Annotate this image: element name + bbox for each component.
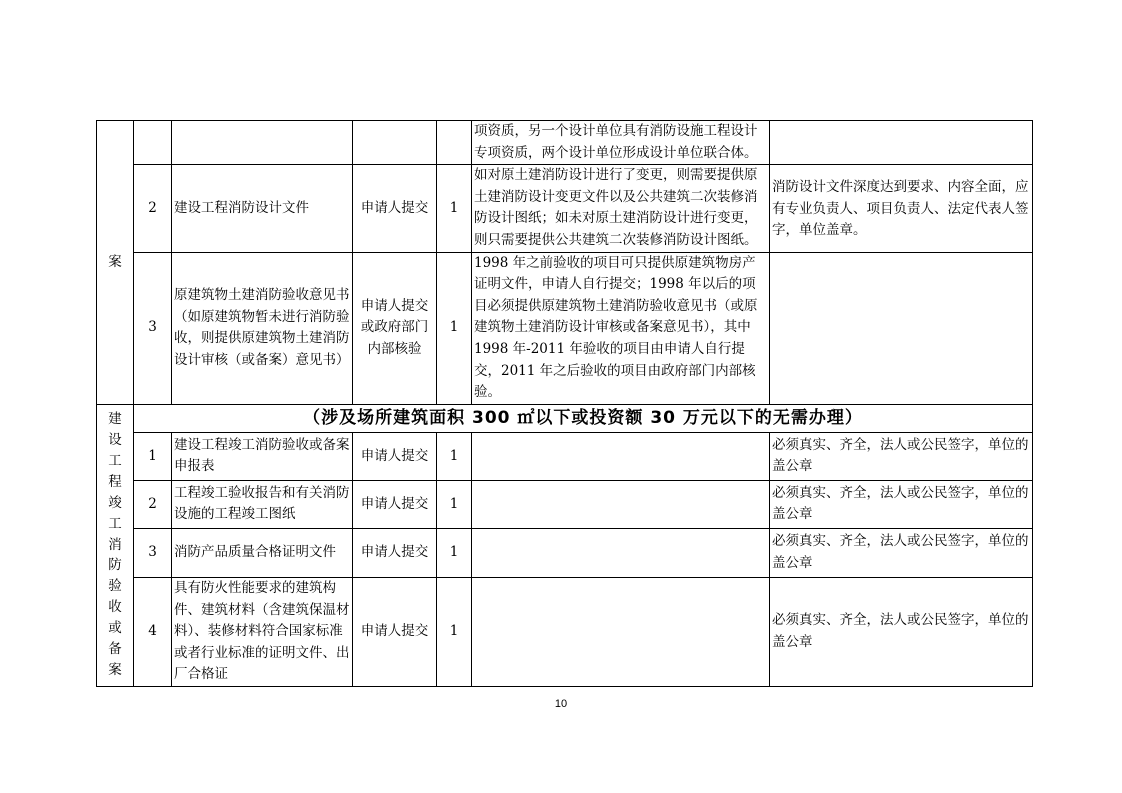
material-description: [472, 480, 770, 528]
copy-count: 1: [437, 480, 472, 528]
material-description: [472, 432, 770, 480]
table-row: [97, 252, 1033, 404]
material-description: 如对原土建消防设计进行了变更，则需要提供原土建消防设计变更文件以及公共建筑二次装修消防设计图纸；如未对原土建消防设计进行变更，则只需要提供公共建筑二次装修消防设计图纸。: [472, 165, 770, 252]
table-row: [97, 480, 1033, 528]
row-index: 2: [134, 480, 172, 528]
material-name: [172, 121, 353, 165]
submission-source: 申请人提交: [353, 577, 437, 686]
material-name: 原建筑物土建消防验收意见书（如原建筑物暂未进行消防验收，则提供原建筑物土建消防设计审核（或备案）意见书）: [172, 252, 353, 404]
notice-row: [97, 404, 1033, 432]
copy-count: 1: [437, 528, 472, 577]
copy-count: 1: [437, 432, 472, 480]
material-description: 1998 年之前验收的项目可只提供原建筑物房产证明文件，申请人自行提交；1998 年以后的项目必须提供原建筑物土建消防验收意见书（或原建筑物土建消防设计审核或备案意见书），其中1998 年-2011 年验收的项目由申请人自行提交，2011 年之后验收的项目由政府部门内部核验。: [472, 252, 770, 404]
material-name: 建设工程消防设计文件: [172, 165, 353, 252]
category-cell: 建设工程竣工消防验收或备案: [97, 404, 134, 686]
row-index: 3: [134, 528, 172, 577]
submission-source: 申请人提交: [353, 165, 437, 252]
requirements-table: [96, 120, 1033, 687]
table-row: [97, 432, 1033, 480]
copy-count: [437, 121, 472, 165]
row-index: 2: [134, 165, 172, 252]
page-number: 10: [554, 698, 568, 710]
material-requirement: 必须真实、齐全，法人或公民签字，单位的盖公章: [770, 577, 1033, 686]
material-description: [472, 577, 770, 686]
material-description: [472, 528, 770, 577]
material-requirement: 必须真实、齐全，法人或公民签字，单位的盖公章: [770, 432, 1033, 480]
material-requirement: 必须真实、齐全，法人或公民签字，单位的盖公章: [770, 480, 1033, 528]
material-name: 消防产品质量合格证明文件: [172, 528, 353, 577]
material-requirement: [770, 252, 1033, 404]
material-name: 工程竣工验收报告和有关消防设施的工程竣工图纸: [172, 480, 353, 528]
submission-source: 申请人提交: [353, 480, 437, 528]
exemption-notice: （涉及场所建筑面积 300 ㎡以下或投资额 30 万元以下的无需办理）: [134, 404, 1033, 432]
table-row: [97, 577, 1033, 686]
material-description: 项资质，另一个设计单位具有消防设施工程设计专项资质，两个设计单位形成设计单位联合体。: [472, 121, 770, 165]
row-index: 4: [134, 577, 172, 686]
copy-count: 1: [437, 577, 472, 686]
submission-source: [353, 121, 437, 165]
table-row: [97, 165, 1033, 252]
material-requirement: [770, 121, 1033, 165]
table-row: [97, 121, 1033, 165]
row-index: [134, 121, 172, 165]
material-requirement: 必须真实、齐全，法人或公民签字，单位的盖公章: [770, 528, 1033, 577]
row-index: 1: [134, 432, 172, 480]
copy-count: 1: [437, 252, 472, 404]
category-cell: 案: [97, 121, 134, 405]
material-requirement: 消防设计文件深度达到要求、内容全面，应有专业负责人、项目负责人、法定代表人签字，单位盖章。: [770, 165, 1033, 252]
submission-source: 申请人提交或政府部门内部核验: [353, 252, 437, 404]
copy-count: 1: [437, 165, 472, 252]
material-name: 建设工程竣工消防验收或备案申报表: [172, 432, 353, 480]
table-row: [97, 528, 1033, 577]
row-index: 3: [134, 252, 172, 404]
material-name: 具有防火性能要求的建筑构件、建筑材料（含建筑保温材料）、装修材料符合国家标准或者行业标准的证明文件、出厂合格证: [172, 577, 353, 686]
submission-source: 申请人提交: [353, 528, 437, 577]
submission-source: 申请人提交: [353, 432, 437, 480]
